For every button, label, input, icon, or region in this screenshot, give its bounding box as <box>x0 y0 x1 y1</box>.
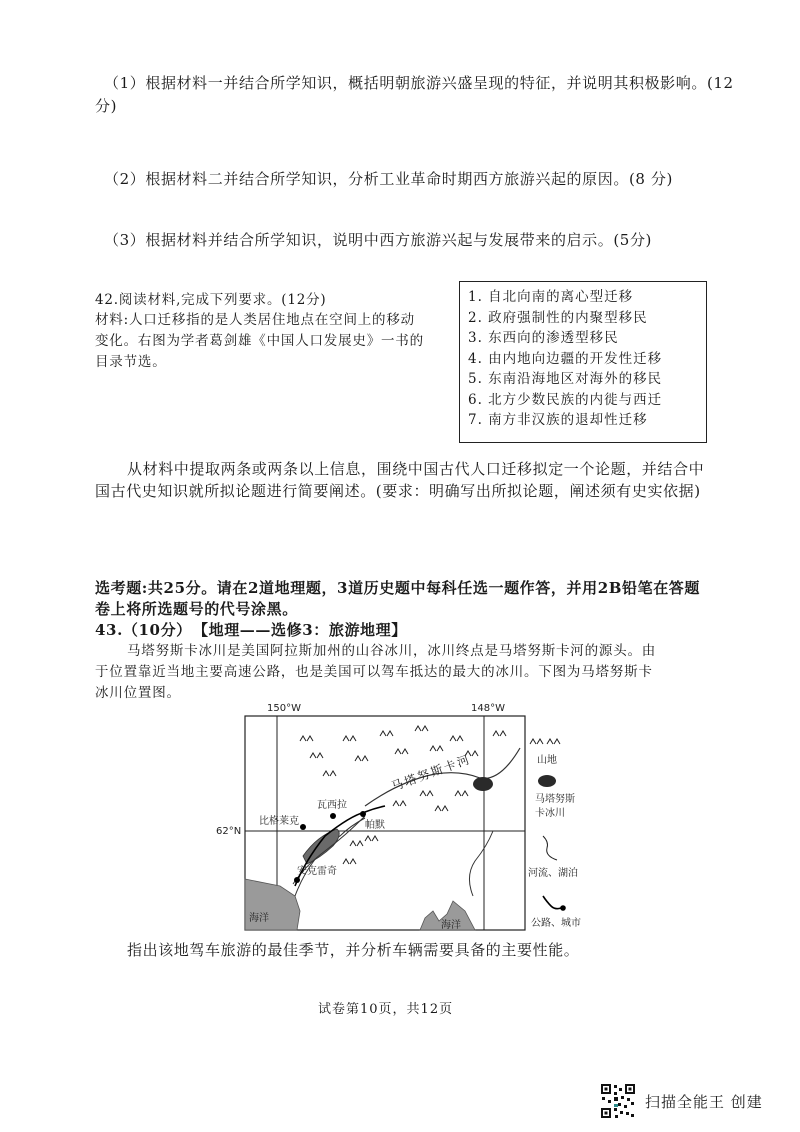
q42-material-line3: 目录节选。 <box>95 354 167 370</box>
toc-item: 2. 政府强制性的内聚型移民 <box>468 309 648 326</box>
legend-city-icon <box>560 905 566 911</box>
legend-river-label: 河流、湖泊 <box>528 868 578 879</box>
lon-label-150w: 150°W <box>267 703 301 714</box>
q43-intro-line1: 马塔努斯卡冰川是美国阿拉斯加州的山谷冰川，冰川终点是马塔努斯卡河的源头。由 <box>127 643 657 659</box>
city-big-lake-label: 比格莱克 <box>259 816 299 827</box>
legend <box>528 739 581 929</box>
legend-glacier-icon <box>538 775 556 787</box>
sea-left-label: 海洋 <box>249 913 269 924</box>
toc-item: 7. 南方非汉族的退却性迁移 <box>468 412 648 428</box>
city-palmer <box>360 811 366 817</box>
q42-task-line1: 从材料中提取两条或两条以上信息，围绕中国古代人口迁移拟定一个论题，并结合中 <box>127 460 705 478</box>
toc-item: 3. 东西向的渗透型移民 <box>468 330 619 346</box>
city-wasilla-label: 瓦西拉 <box>317 800 347 811</box>
legend-mountain-icon <box>530 739 560 744</box>
q41-1-line1: （1）根据材料一并结合所学知识，概括明朝旅游兴盛呈现的特征，并说明其积极影响。(12 <box>104 74 734 92</box>
city-palmer-label: 帕默 <box>365 820 385 831</box>
lon-label-148w: 148°W <box>471 703 505 714</box>
elective-line2: 卷上将所选题号的代号涂黑。 <box>95 600 298 618</box>
q42-material-line2: 变化。右图为学者葛剑雄《中国人口发展史》一书的 <box>95 333 424 349</box>
city-anchorage <box>294 877 300 883</box>
legend-river-icon <box>543 836 557 860</box>
river-label: 马塔努斯卡河 <box>389 751 473 794</box>
toc-item: 4. 由内地向边疆的开发性迁移 <box>468 350 663 367</box>
q42-title: 42.阅读材料,完成下列要求。(12分) <box>95 292 327 308</box>
lat-label-62n: 62°N <box>216 826 242 837</box>
legend-road-icon <box>543 896 561 909</box>
q43-intro-line3: 冰川位置图。 <box>95 685 181 701</box>
toc-item: 5. 东南沿海地区对海外的移民 <box>468 371 663 387</box>
toc-item: 6. 北方少数民族的内徙与西迁 <box>468 391 663 408</box>
city-anchorage-label: 安克雷奇 <box>297 866 337 877</box>
toc-box <box>459 281 707 443</box>
q41-1-line2: 分) <box>95 97 118 115</box>
page-number: 试卷第10页，共12页 <box>318 1002 454 1017</box>
q43-number: 43.（10分） <box>95 621 192 639</box>
q43-intro-line2: 于位置靠近当地主要高速公路，也是美国可以驾车抵达的最大的冰川。下图为马塔努斯卡 <box>95 664 653 680</box>
qr-code-icon <box>600 1083 636 1119</box>
glacier-location-map <box>216 696 605 936</box>
elective-line1: 选考题:共25分。请在2道地理题，3道历史题中每科任选一题作答，并用2B铅笔在答题 <box>95 579 701 597</box>
scanner-watermark: 扫描全能王 创建 <box>645 1093 763 1111</box>
q43-heading: 【地理——选修3：旅游地理】 <box>193 621 407 639</box>
q42-task-line2: 国古代史知识就所拟论题进行简要阐述。(要求：明确写出所拟论题，阐述须有史实依据) <box>95 482 701 500</box>
sea-bottom-label: 海洋 <box>441 920 461 931</box>
glacier <box>473 777 493 791</box>
legend-glacier-label-2: 卡冰川 <box>535 808 565 819</box>
q43-task: 指出该地驾车旅游的最佳季节，并分析车辆需要具备的主要性能。 <box>127 941 580 959</box>
toc-item: 1. 自北向南的离心型迁移 <box>468 289 634 305</box>
legend-glacier-label-1: 马塔努斯 <box>535 794 575 805</box>
city-wasilla <box>330 813 336 819</box>
legend-mountain-label: 山地 <box>537 755 557 766</box>
q41-2: （2）根据材料二并结合所学知识，分析工业革命时期西方旅游兴起的原因。(8 分) <box>104 170 673 188</box>
legend-road-label: 公路、城市 <box>531 918 581 929</box>
city-big-lake <box>300 824 306 830</box>
q42-material-line1: 材料:人口迁移指的是人类居住地点在空间上的移动 <box>95 312 415 328</box>
q41-3: （3）根据材料并结合所学知识，说明中西方旅游兴起与发展带来的启示。(5分) <box>104 231 652 249</box>
